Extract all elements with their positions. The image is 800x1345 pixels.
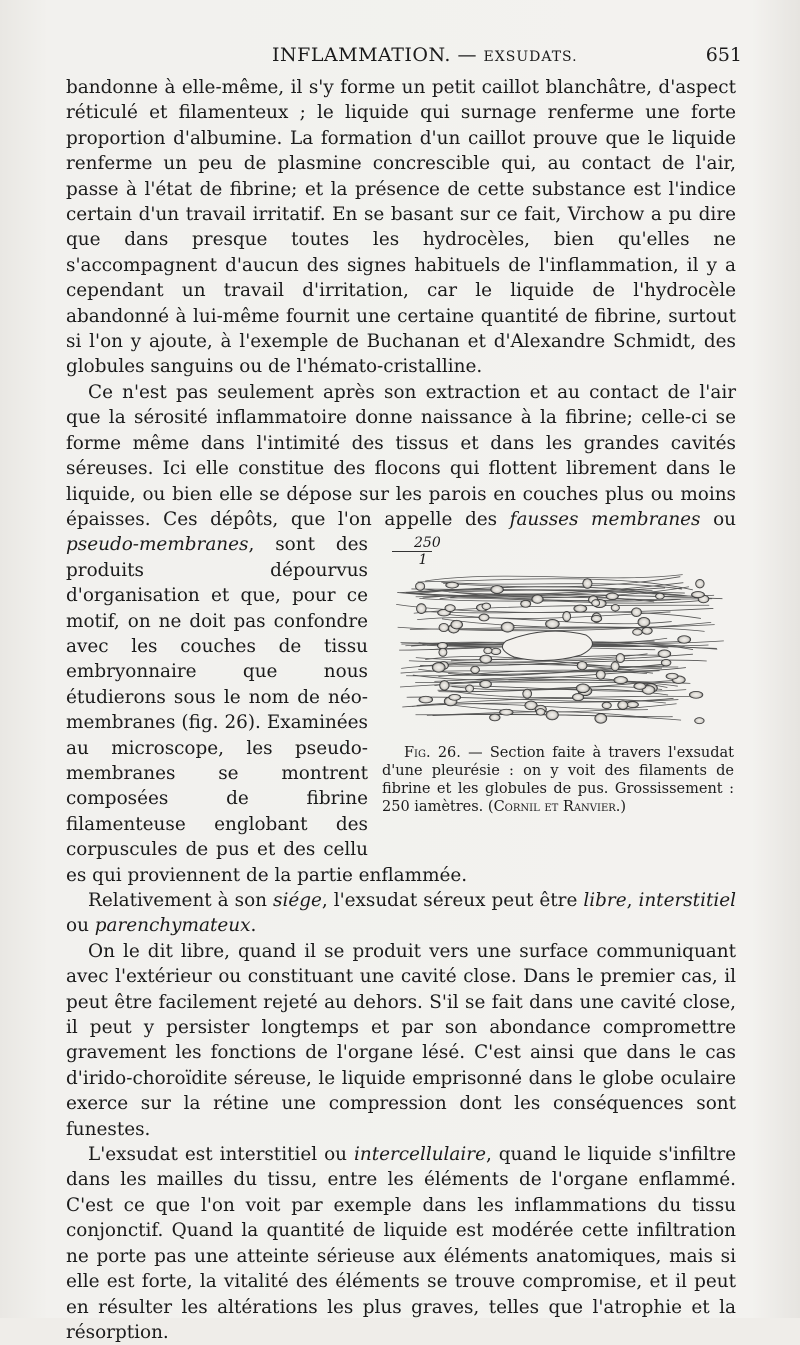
paragraph-3-part-e: . bbox=[250, 915, 257, 937]
pus-globule bbox=[484, 648, 492, 654]
pus-globule bbox=[500, 710, 514, 716]
paragraph-3-part-c: , bbox=[626, 890, 639, 911]
paragraph-3-part-d: ou bbox=[66, 915, 95, 937]
pus-globule bbox=[642, 628, 652, 635]
pus-globule bbox=[491, 586, 504, 594]
running-title-sub: EXSUDATS. bbox=[483, 49, 578, 65]
pus-globule bbox=[611, 605, 619, 612]
figure-caption bbox=[382, 744, 734, 816]
pus-globule bbox=[656, 594, 665, 600]
paragraph-2 bbox=[66, 380, 736, 888]
running-title-main: INFLAMMATION. — bbox=[272, 44, 477, 66]
scale-numerator: 250 bbox=[392, 535, 432, 552]
pus-globule bbox=[536, 709, 545, 716]
pus-globule bbox=[572, 694, 583, 701]
figure-26 bbox=[382, 535, 740, 835]
pus-globule bbox=[574, 605, 587, 612]
pus-globule bbox=[480, 681, 492, 689]
micrograph-illustration bbox=[396, 573, 726, 733]
pus-globule bbox=[482, 603, 491, 610]
term-libre: libre bbox=[583, 890, 627, 911]
paragraph-5 bbox=[66, 1142, 736, 1345]
pus-globule bbox=[689, 692, 703, 699]
pus-globule bbox=[445, 605, 455, 612]
caption-label: Fig. 26. bbox=[404, 745, 461, 762]
term-siege: siége bbox=[273, 890, 322, 911]
paragraph-2-part-c: , sont des produits dépourvus d'organisation et que, pour ce motif, on ne doit pas confondre avec les couches de tissu embryonnaire que nous étudierons sous le nom de néo-membranes (fig. 26). Examinées au microscope, les pseudo-membranes se montrent composées de fibrine filamenteuse englobant des corpuscules de pus et des cellu es qui proviennent de la partie enflammée. bbox=[66, 534, 468, 886]
pus-globule bbox=[440, 681, 450, 691]
paragraph-3-part-a: Relativement à son bbox=[88, 890, 273, 911]
pus-globule bbox=[633, 629, 643, 635]
pus-globule bbox=[692, 592, 705, 598]
paragraph-1: bandonne à elle-même, il s'y forme un petit caillot blanchâtre, d'aspect réticulé et filamenteux ; le liquide qui surnage renferme une forte proportion d'albumine. La formation d'un caillot prouve que le liquide renferme un peu de plasmine concrescible qui, au contact de l'air, passe à l'état de fibrine; et la présence de cette substance est l'indice certain d'un travail irritatif. En se basant sur ce fait, Virchow a pu dire que dans presque toutes les hydrocèles, bien qu'elles ne s'accompagnent d'aucun des signes habituels de l'inflammation, il y a cependant un travail d'irritation, car le liquide de l'hydrocèle abandonné à lui-même fournit une certaine quantité de fibrine, surtout si l'on y ajoute, à l'exemple de Buchanan et d'Alexandre Schmidt, des globules sanguins ou de l'hémato-cristalline. bbox=[66, 77, 736, 378]
paragraph-2-part-a: Ce n'est pas seulement après son extraction et au contact de l'air que la sérosité inflammatoire donne naissance à la fibrine; celle-ci se forme même dans l'intimité des tissus et dans les grandes cavités séreuses. Ici elle constitue des flocons qui flottent librement dans le liquide, ou bien elle se dépose sur les parois en couches plus ou moins épaisses. Ces dépôts, que l'on appelle des bbox=[66, 381, 736, 530]
pus-globule bbox=[501, 622, 514, 632]
pus-globule bbox=[532, 595, 543, 604]
caption-credit: Cornil et Ranvier. bbox=[493, 799, 621, 816]
pus-globule bbox=[616, 654, 625, 663]
fibrin-filament bbox=[415, 682, 648, 683]
pus-globule bbox=[634, 683, 646, 690]
pus-globule bbox=[661, 660, 671, 667]
pus-globule bbox=[416, 604, 426, 614]
pus-globule bbox=[602, 702, 611, 709]
paragraph-2-part-b: ou bbox=[700, 508, 736, 530]
pus-globule bbox=[563, 612, 571, 622]
pus-globule bbox=[592, 600, 600, 607]
pus-globule bbox=[451, 621, 463, 630]
pus-globule bbox=[614, 677, 628, 684]
pus-globule bbox=[618, 701, 628, 710]
scale-denominator: 1 bbox=[418, 552, 428, 569]
term-pseudo-membranes: pseudo-membranes bbox=[66, 534, 249, 556]
pus-globule bbox=[583, 579, 592, 589]
pus-globule bbox=[523, 689, 532, 698]
running-title bbox=[272, 44, 578, 66]
pus-globule bbox=[611, 662, 619, 671]
pus-globule bbox=[596, 670, 605, 679]
pus-globule bbox=[666, 674, 678, 680]
pus-globule bbox=[576, 684, 589, 693]
pus-globule bbox=[490, 714, 501, 721]
term-parenchymateux: parenchymateux bbox=[94, 915, 251, 937]
pus-globule bbox=[606, 593, 618, 600]
running-head bbox=[66, 42, 742, 72]
pus-globule bbox=[546, 710, 558, 720]
pus-globule bbox=[591, 616, 602, 623]
pus-globule bbox=[415, 583, 424, 591]
fibrin-filament bbox=[425, 575, 682, 581]
pus-globule bbox=[446, 582, 459, 588]
pus-globule bbox=[678, 636, 691, 644]
pus-globule bbox=[627, 702, 639, 708]
pus-globule bbox=[638, 618, 650, 628]
pus-globule bbox=[437, 643, 447, 649]
pus-globule bbox=[439, 649, 447, 657]
pus-globule bbox=[658, 650, 671, 658]
pus-globule bbox=[439, 624, 449, 632]
pus-globule bbox=[432, 663, 445, 673]
pus-globule bbox=[449, 695, 461, 701]
pus-globule bbox=[480, 655, 492, 663]
pus-globule bbox=[546, 620, 560, 629]
pus-globule bbox=[632, 608, 642, 617]
caption-close: ) bbox=[620, 799, 627, 816]
fibrin-filament bbox=[441, 582, 682, 589]
pus-globule bbox=[466, 685, 474, 692]
paragraph-3-part-b: , l'exsudat séreux peut être bbox=[321, 890, 584, 911]
pus-globule bbox=[479, 614, 489, 621]
term-fausses-membranes: fausses membranes bbox=[509, 508, 701, 530]
pus-globule bbox=[521, 601, 531, 608]
pus-globule bbox=[695, 718, 705, 724]
pus-globule bbox=[595, 714, 607, 724]
paragraph-3 bbox=[66, 888, 736, 939]
body-text bbox=[66, 75, 736, 1345]
pus-globule bbox=[471, 667, 480, 674]
paragraph-4: On le dit libre, quand il se produit vers une surface communiquant avec l'extérieur ou constituant une cavité close. Dans le premier cas, il peut être facilement rejeté au dehors. S'il se fait dans une cavité close, il peut y persister longtemps et par son abondance compromettre gravement les fonctions de l'organe lésé. C'est ainsi que dans le cas d'irido-choroïdite séreuse, le liquide emprisonné dans le globe oculaire exerce sur la rétine une compression dont les conséquences sont funestes. bbox=[66, 940, 736, 1140]
pus-globule bbox=[577, 662, 587, 671]
term-interstitiel: interstitiel bbox=[638, 890, 736, 911]
term-intercellulaire: intercellulaire bbox=[353, 1144, 486, 1166]
paragraph-5-part-b: , quand le liquide s'infiltre dans les mailles du tissu, entre les éléments de l'organe enflammé. C'est ce que l'on voit par exemple dans les inflammations du tissu conjonctif. Quand la quantité de liquide est modérée cette infiltration ne porte pas une atteinte sérieuse aux éléments anatomiques, mais si elle est forte, la vitalité des éléments se trouve compromise, et il peut en résulter les altérations les plus graves, telles que l'atrophie et la résorption. bbox=[66, 1144, 736, 1343]
caption-text: — Section faite à travers l'exsudat d'une pleurésie : on y voit des filaments de fibrine et les globules de pus. Grossissement : 250 iamètres. ( bbox=[382, 745, 734, 816]
pus-globule bbox=[696, 580, 705, 589]
magnification-scale bbox=[392, 535, 441, 569]
paragraph-5-part-a: L'exsudat est interstitiel ou bbox=[88, 1144, 354, 1166]
pus-globule bbox=[491, 649, 501, 655]
pus-globule bbox=[419, 697, 433, 704]
page-number: 651 bbox=[705, 44, 742, 66]
